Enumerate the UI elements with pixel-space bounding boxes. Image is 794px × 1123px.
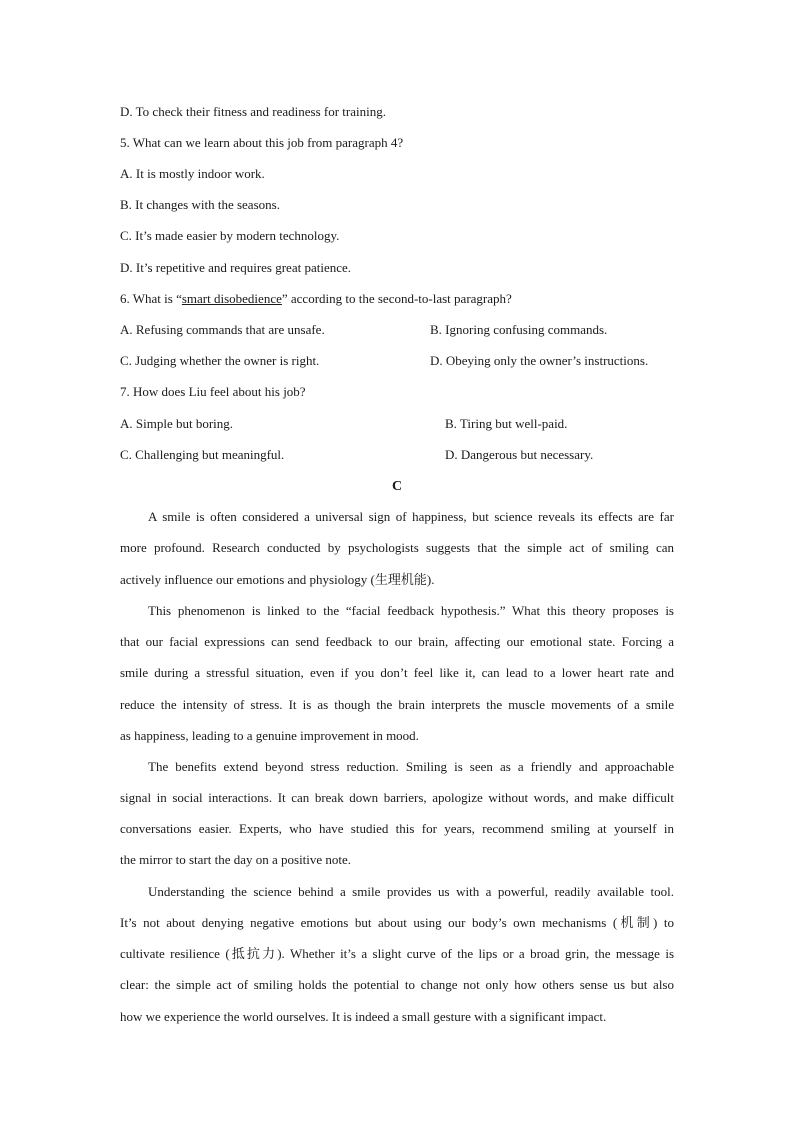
passage-line: the mirror to start the day on a positive note. [120, 852, 352, 867]
q5-option-c: C. It’s made easier by modern technology. [120, 228, 340, 243]
q7-option-a: A. Simple but boring. [120, 416, 234, 431]
q6-option-d: D. Obeying only the owner’s instructions. [430, 353, 649, 368]
passage-line: This phenomenon is linked to the “facial feedback hypothesis.” What this theory proposes is [148, 603, 674, 618]
passage-line: actively influence our emotions and physiology (生理机能). [120, 572, 435, 587]
passage-line: clear: the simple act of smiling holds the potential to change not only how others sense us but also [120, 977, 674, 992]
q5-option-d: D. It’s repetitive and requires great patience. [120, 260, 352, 275]
section-heading: C [391, 479, 403, 494]
passage-line: The benefits extend beyond stress reduction. Smiling is seen as a friendly and approachable [148, 759, 674, 774]
q6-stem-term: smart disobedience [181, 291, 282, 306]
q6-option-b: B. Ignoring confusing commands. [430, 322, 608, 337]
q5-option-a: A. It is mostly indoor work. [120, 166, 265, 181]
q7-option-b: B. Tiring but well-paid. [445, 416, 568, 431]
passage-line: smile during a stressful situation, even if you don’t feel like it, can lead to a lower heart rate and [120, 665, 674, 680]
q7-option-c: C. Challenging but meaningful. [120, 447, 285, 462]
q5-option-b: B. It changes with the seasons. [120, 197, 280, 212]
q7-stem: 7. How does Liu feel about his job? [120, 384, 306, 399]
q6-option-a: A. Refusing commands that are unsafe. [120, 322, 325, 337]
q6-stem [120, 291, 512, 307]
passage-line: cultivate resilience (抵抗力). Whether it’s a slight curve of the lips or a broad grin, the message is [120, 946, 674, 961]
q4-option-d: D. To check their fitness and readiness for training. [120, 104, 386, 119]
passage-line: signal in social interactions. It can break down barriers, apologize without words, and make difficult [120, 790, 674, 805]
q6-stem-pre: 6. What is “ [120, 291, 182, 306]
passage-line: how we experience the world ourselves. It is indeed a small gesture with a significant impact. [120, 1009, 607, 1024]
passage-line: that our facial expressions can send feedback to our brain, affecting our emotional state. Forcing a [120, 634, 674, 649]
q5-stem: 5. What can we learn about this job from paragraph 4? [120, 135, 404, 150]
passage-line: Understanding the science behind a smile provides us with a powerful, readily available tool. [148, 884, 674, 899]
q7-option-d: D. Dangerous but necessary. [445, 447, 594, 462]
passage-line: conversations easier. Experts, who have studied this for years, recommend smiling at yourself in [120, 821, 674, 836]
passage-line: It’s not about denying negative emotions but about using our body’s own mechanisms (机制) to [120, 915, 674, 930]
passage-line: A smile is often considered a universal sign of happiness, but science reveals its effects are far [148, 509, 674, 524]
q6-stem-post: ” according to the second-to-last paragraph? [281, 291, 512, 306]
passage-line: reduce the intensity of stress. It is as though the brain interprets the muscle movements of a smile [120, 697, 674, 712]
passage-line: more profound. Research conducted by psychologists suggests that the simple act of smiling can [120, 540, 674, 555]
passage-line: as happiness, leading to a genuine improvement in mood. [120, 728, 419, 743]
q6-option-c: C. Judging whether the owner is right. [120, 353, 320, 368]
